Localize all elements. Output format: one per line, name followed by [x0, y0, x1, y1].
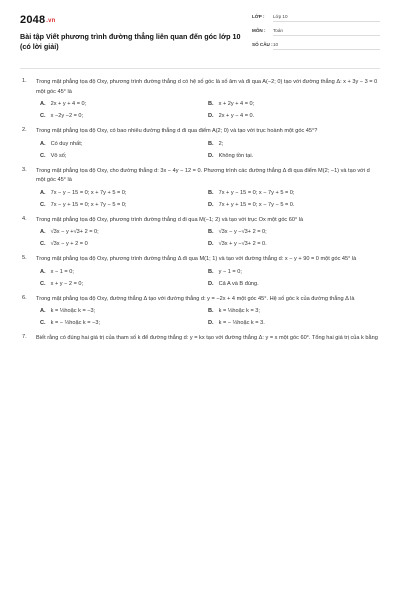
- option-letter: D.: [208, 320, 214, 326]
- question-list: [20, 78, 380, 352]
- question-text: Trong mặt phẳng tọa độ Oxy, có bao nhiêu đường thẳng d đi qua điểm A(2; 0) và tạo với trục hoành một góc 45°?: [36, 128, 318, 134]
- answer-option[interactable]: [40, 202, 208, 208]
- option-letter: C.: [40, 113, 46, 119]
- header-divider: [20, 68, 380, 69]
- answer-options: [40, 308, 380, 326]
- document-header: [20, 14, 380, 60]
- meta-label: SỐ CÂU :: [252, 42, 273, 47]
- meta-info: [252, 14, 380, 56]
- option-text: x −2y −2 = 0;: [50, 113, 84, 119]
- answer-option[interactable]: [208, 113, 376, 119]
- option-text: k = − ⅓hoặc k = 3.: [218, 320, 265, 326]
- answer-option[interactable]: [40, 320, 208, 326]
- option-letter: C.: [40, 201, 46, 208]
- meta-label: LỚP :: [252, 14, 265, 19]
- meta-value: Toán: [273, 28, 380, 36]
- option-text: 2x + y + 4 = 0;: [50, 101, 87, 107]
- question-text: Trong mặt phẳng tọa độ Oxy, phương trình đường thẳng d có hệ số góc là số âm và đi qua A(−2; 0) tạo với đường thẳng Δ: x + 3y − 3 = 0 một góc 45° là: [36, 79, 378, 95]
- question-number: 7.: [22, 334, 27, 340]
- answer-option[interactable]: [208, 241, 376, 247]
- question-text: Trong mặt phẳng tọa độ Oxy, phương trình đường thẳng Δ đi qua M(1; 1) và tạo với đường thẳng d: x − y + 90 = 0 một góc 45° là: [36, 256, 357, 262]
- option-letter: B.: [208, 229, 214, 235]
- answer-option[interactable]: [208, 269, 376, 275]
- question-number: 6.: [22, 294, 27, 301]
- option-letter: B.: [208, 101, 214, 107]
- option-text: k = ⅓hoặc k = −3;: [50, 308, 96, 314]
- option-letter: A.: [40, 229, 46, 235]
- meta-row-subject: [252, 28, 380, 40]
- site-logo[interactable]: [20, 14, 56, 26]
- option-text: x − 1 = 0;: [50, 268, 74, 275]
- question-number: 2.: [22, 127, 27, 133]
- question-number: 3.: [22, 166, 27, 173]
- option-text: √3x − y +√3+ 2 = 0;: [50, 229, 99, 235]
- meta-row-class: [252, 14, 380, 26]
- answer-option[interactable]: [40, 308, 208, 314]
- option-text: 2;: [218, 140, 224, 147]
- option-text: Vô số;: [50, 152, 67, 159]
- question: [20, 255, 380, 287]
- answer-option[interactable]: [208, 229, 376, 235]
- option-letter: D.: [208, 113, 214, 119]
- option-letter: D.: [208, 280, 214, 287]
- question: [20, 78, 380, 119]
- question-number: 4.: [22, 215, 27, 222]
- answer-option[interactable]: [40, 241, 208, 247]
- question-text: Trong mặt phẳng tọa độ Oxy, cho đường thẳng d: 3x − 4y − 12 = 0. Phương trình các đường thẳng Δ đi qua điểm M(2; −1) và tạo với d một góc 45° là: [36, 167, 370, 183]
- question-number: 1.: [22, 78, 27, 84]
- option-text: y − 1 = 0;: [218, 268, 242, 275]
- option-text: k = − ⅓hoặc k = −3;: [50, 320, 101, 326]
- option-letter: D.: [208, 241, 214, 247]
- document-title: Bài tập Viết phương trình đường thẳng liên quan đến góc lớp 10 (có lời giải): [20, 32, 241, 51]
- option-text: Cả A và B đúng.: [218, 280, 259, 287]
- option-text: 7x − y + 15 = 0; x + 7y − 5 = 0;: [50, 201, 127, 208]
- option-text: 7x + y + 15 = 0; x − 7y − 5 = 0.: [218, 201, 295, 208]
- meta-label: MÔN :: [252, 28, 266, 33]
- option-letter: A.: [40, 308, 46, 314]
- answer-option[interactable]: [208, 153, 376, 159]
- answer-option[interactable]: [208, 202, 376, 208]
- answer-option[interactable]: [40, 190, 208, 196]
- answer-option[interactable]: [40, 229, 208, 235]
- option-letter: B.: [208, 140, 214, 147]
- option-letter: B.: [208, 268, 214, 275]
- option-letter: C.: [40, 320, 46, 326]
- option-text: x + y − 2 = 0;: [50, 280, 84, 287]
- option-text: 7x + y − 15 = 0; x − 7y + 5 = 0;: [218, 189, 295, 196]
- answer-option[interactable]: [208, 320, 376, 326]
- answer-options: [40, 141, 380, 159]
- question-text: Trong mặt phẳng tọa độ Oxy, phương trình đường thẳng d đi qua M(−1; 2) và tạo với trục Ox một góc 60° là: [36, 216, 304, 223]
- option-letter: D.: [208, 152, 214, 159]
- question: [20, 295, 380, 327]
- answer-option[interactable]: [208, 141, 376, 147]
- question-text: Trong mặt phẳng tọa độ Oxy, đường thẳng Δ tạo với đường thẳng d: y = −2x + 4 một góc 45°. Hệ số góc k của đường thẳng Δ là: [36, 295, 355, 302]
- option-text: x + 2y + 4 = 0;: [218, 101, 255, 107]
- option-text: √3x + y −√3+ 2 = 0.: [218, 241, 267, 247]
- question: [20, 334, 380, 344]
- option-letter: C.: [40, 152, 46, 159]
- option-text: 2x + y − 4 = 0.: [218, 113, 255, 119]
- option-text: Có duy nhất;: [50, 140, 83, 147]
- answer-options: [40, 269, 380, 287]
- logo-suffix: .vn: [46, 18, 56, 24]
- question-text: Biết rằng có đúng hai giá trị của tham số k để đường thẳng d: y = kx tạo với đường thẳng Δ: y = x một góc 60°. Tổng hai giá trị của k bằng: [36, 335, 378, 341]
- option-letter: D.: [208, 201, 214, 208]
- logo-main: 2048: [20, 14, 46, 26]
- answer-option[interactable]: [208, 308, 376, 314]
- option-letter: C.: [40, 241, 46, 247]
- option-letter: A.: [40, 268, 46, 275]
- meta-value: Lớp 10: [273, 14, 380, 22]
- answer-option[interactable]: [40, 269, 208, 275]
- question: [20, 216, 380, 248]
- option-text: Không tồn tại.: [218, 152, 254, 159]
- answer-option[interactable]: [40, 141, 208, 147]
- meta-value: 10: [273, 42, 380, 50]
- answer-option[interactable]: [208, 190, 376, 196]
- answer-option[interactable]: [40, 153, 208, 159]
- answer-options: [40, 190, 380, 208]
- option-letter: B.: [208, 308, 214, 314]
- answer-options: [40, 229, 380, 247]
- option-text: k = ⅓hoặc k = 3;: [218, 308, 260, 314]
- answer-options: [40, 101, 380, 119]
- meta-row-count: [252, 42, 380, 54]
- answer-option[interactable]: [208, 101, 376, 107]
- question: [20, 127, 380, 159]
- option-letter: B.: [208, 189, 214, 196]
- answer-option[interactable]: [40, 113, 208, 119]
- option-letter: A.: [40, 101, 46, 107]
- answer-option[interactable]: [208, 281, 376, 287]
- option-text: 7x − y − 15 = 0; x + 7y + 5 = 0;: [50, 189, 127, 196]
- option-letter: C.: [40, 280, 46, 287]
- question: [20, 167, 380, 208]
- option-text: √3x − y + 2 = 0: [50, 241, 88, 247]
- option-text: √3x − y −√3+ 2 = 0;: [218, 229, 267, 235]
- option-letter: A.: [40, 140, 46, 147]
- question-number: 5.: [22, 255, 27, 261]
- option-letter: A.: [40, 189, 46, 196]
- answer-option[interactable]: [40, 281, 208, 287]
- answer-option[interactable]: [40, 101, 208, 107]
